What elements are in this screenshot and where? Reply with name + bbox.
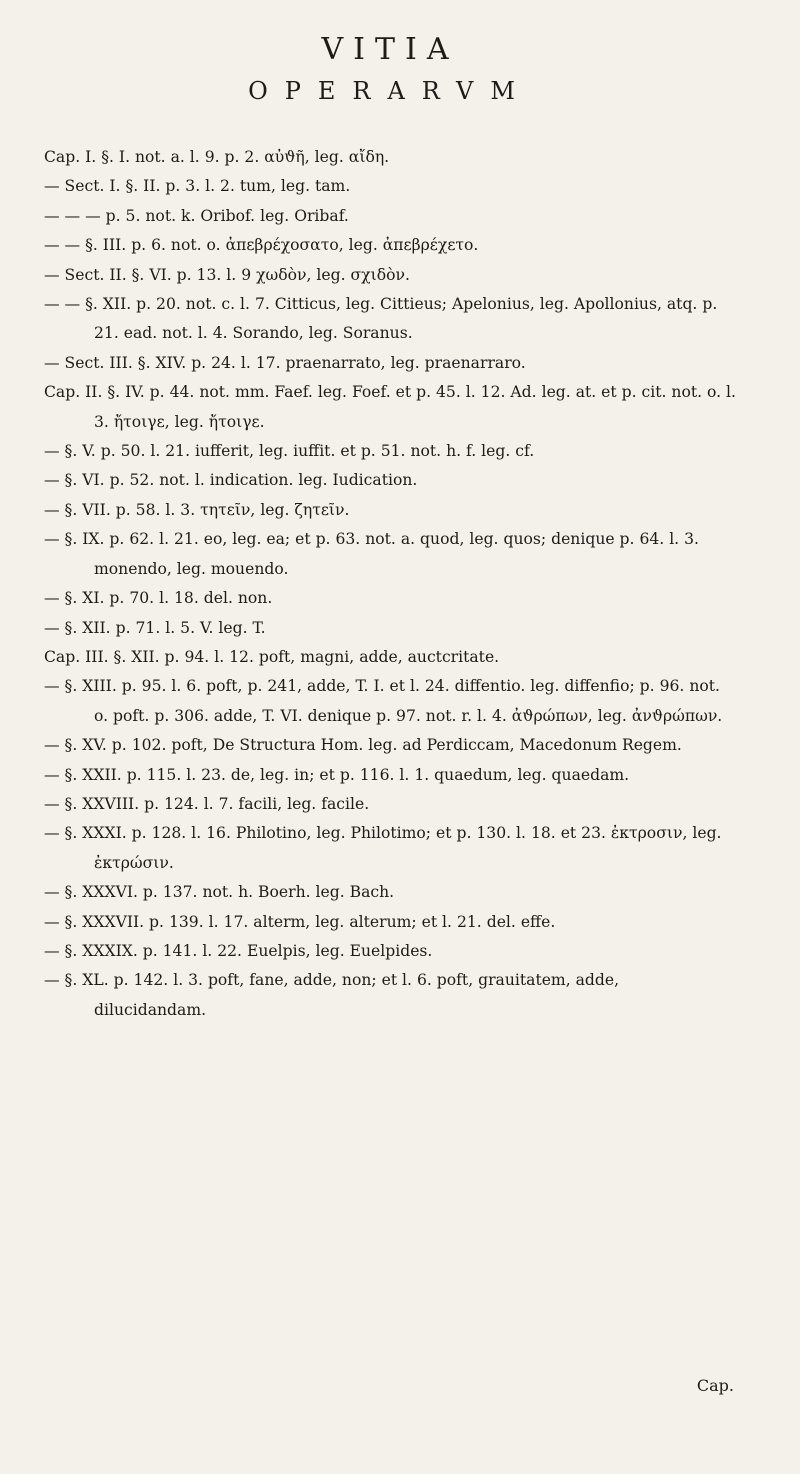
errata-entry: Cap. I. §. I. not. a. l. 9. p. 2. αὐϑῆ, leg. αἴδη. xyxy=(44,148,390,166)
errata-entry: — §. XXXVI. p. 137. not. h. Boerh. leg. Bach. xyxy=(44,883,395,902)
errata-entry: — — — p. 5. not. k. Oribof. leg. Oribaf. xyxy=(44,206,349,225)
errata-list xyxy=(44,143,736,1025)
errata-entry: — §. XXVIII. p. 124. l. 7. facili, leg. facile. xyxy=(44,794,370,813)
errata-entry: — Sect. II. §. VI. p. 13. l. 9 χωδὸν, leg. σχιδὸν. xyxy=(44,265,410,284)
errata-entry: Cap. III. §. XII. p. 94. l. 12. poft, magni, adde, auctcritate. xyxy=(44,647,500,666)
page-title: VITIA xyxy=(321,32,459,67)
errata-entry: — Sect. III. §. XIV. p. 24. l. 17. praenarrato, leg. praenarraro. xyxy=(44,353,526,372)
errata-entry: — §. IX. p. 62. l. 21. eo, leg. ea; et p. 63. not. a. quod, leg. quos; denique p. 64. l. 3. monendo, leg. mouendo. xyxy=(44,530,699,578)
errata-entry: — §. XXXIX. p. 141. l. 22. Euelpis, leg. Euelpides. xyxy=(44,941,433,960)
errata-entry: — §. XXII. p. 115. l. 23. de, leg. in; et p. 116. l. 1. quaedum, leg. quaedam. xyxy=(44,765,630,784)
errata-entry: — §. XXXVII. p. 139. l. 17. alterm, leg. alterum; et l. 21. del. effe. xyxy=(44,912,556,931)
errata-entry: — §. VI. p. 52. not. l. indication. leg. Iudication. xyxy=(44,471,418,490)
errata-entry: — §. XXXI. p. 128. l. 16. Philotino, leg. Philotimo; et p. 130. l. 18. et 23. ἐκτροσιν, leg. ἐκτρώσιν. xyxy=(44,824,722,872)
errata-entry: — §. XL. p. 142. l. 3. poft, fane, adde, non; et l. 6. poft, grauitatem, adde, dilucidandam. xyxy=(44,971,620,1019)
errata-entry: — §. XIII. p. 95. l. 6. poft, p. 241, adde, T. I. et l. 24. diffentio. leg. diffenfio; p. 96. not. o. poft. p. 306. adde, T. VI. denique p. 97. not. r. l. 4. ἀϑρώπων, leg. ἀνϑρώπων. xyxy=(44,677,723,725)
errata-entry: — §. VII. p. 58. l. 3. τητεῖν, leg. ζητεῖν. xyxy=(44,500,350,519)
errata-entry: Cap. II. §. IV. p. 44. not. mm. Faef. leg. Foef. et p. 45. l. 12. Ad. leg. at. et p. cit. not. o. l. 3. ἤτοιγε, leg. ἤτοιγε. xyxy=(44,383,737,431)
errata-entry: — §. XII. p. 71. l. 5. V. leg. T. xyxy=(44,618,266,637)
page-subtitle: OPERARVM xyxy=(248,77,532,105)
errata-entry: — Sect. I. §. II. p. 3. l. 2. tum, leg. tam. xyxy=(44,177,351,196)
errata-entry: — — §. III. p. 6. not. o. ἀπεβρέχοσατο, leg. ἀπεβρέχετο. xyxy=(44,236,479,255)
errata-entry: — §. XI. p. 70. l. 18. del. non. xyxy=(44,589,273,608)
errata-entry: — §. V. p. 50. l. 21. iufferit, leg. iuffit. et p. 51. not. h. f. leg. cf. xyxy=(44,442,535,461)
catchword: Cap. xyxy=(696,1376,734,1395)
errata-entry: — — §. XII. p. 20. not. c. l. 7. Citticus, leg. Cittieus; Apelonius, leg. Apollonius, atq. p. 21. ead. not. l. 4. Sorando, leg. Soranus. xyxy=(44,295,718,343)
errata-entry: — §. XV. p. 102. poft, De Structura Hom. leg. ad Perdiccam, Macedonum Regem. xyxy=(44,736,682,755)
